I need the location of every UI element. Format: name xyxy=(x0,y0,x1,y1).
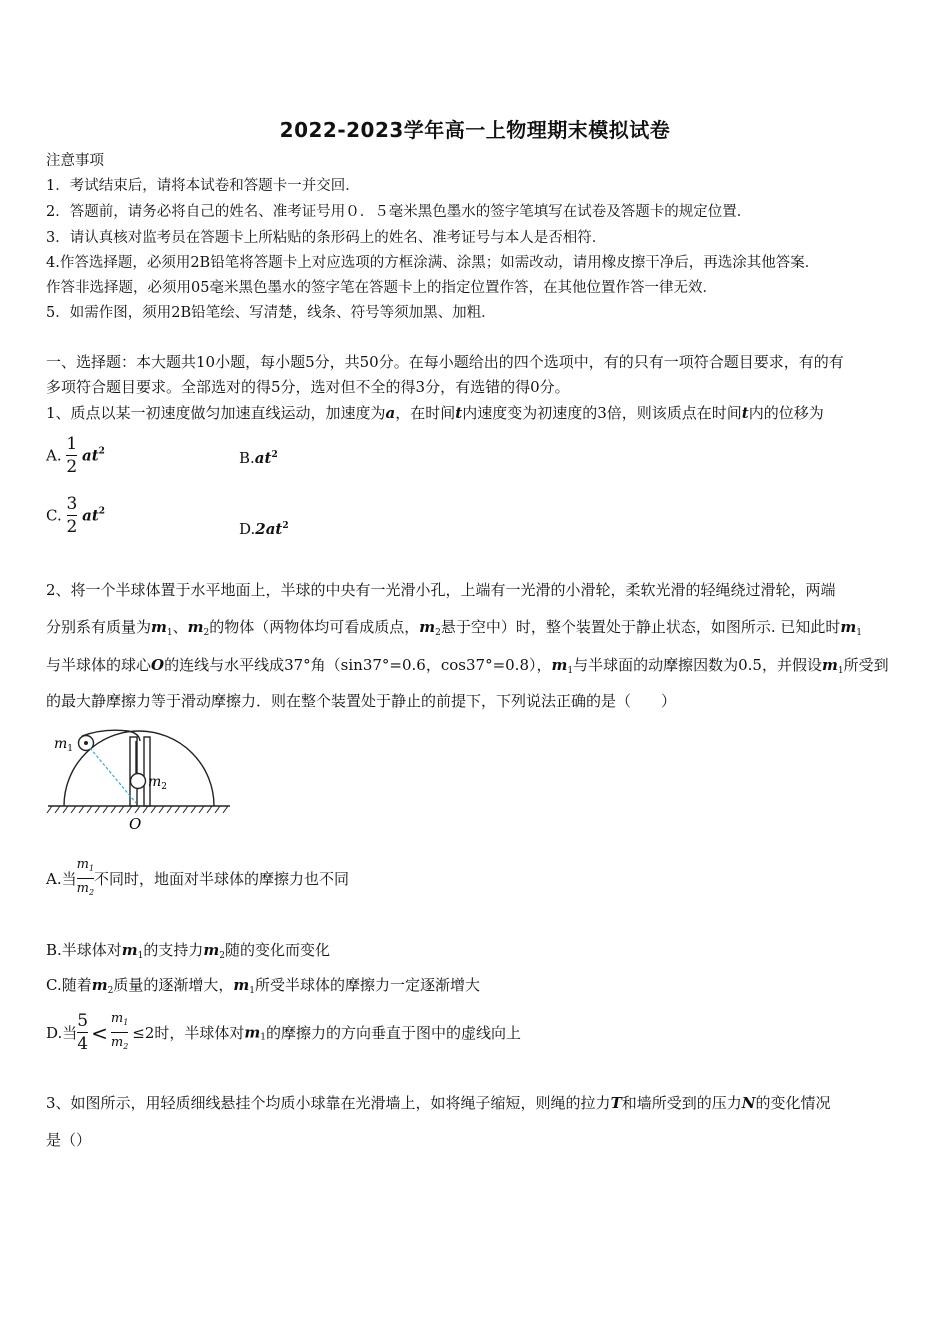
notice-heading: 注意事项 xyxy=(46,153,104,169)
notice-item-5: 5．如需作图，须用2B铅笔绘、写清楚，线条、符号等须加黑、加粗． xyxy=(46,305,496,321)
q2-option-c[interactable]: C.随着$m_2$质量的逐渐增大，$m_1$所受半球体的摩擦力一定逐渐增大 xyxy=(46,976,480,996)
mass-ratio-fraction: $\frac{m_1}{m_2}$ xyxy=(76,857,95,897)
hole-right-wall xyxy=(144,737,150,806)
notice-item-4-cont: 作答非选择题，必须用05毫米黑色墨水的签字笔在答题卡上的指定位置作答，在其他位置作答一律无效． xyxy=(46,280,717,296)
question-2-line2: 分别系有质量为$m_1$、$m_2$的物体（两物体均可看成质点，$m_2$悬于空中）时，整个装置处于静止状态，如图所示. 已知此时$m_1$ xyxy=(46,618,863,638)
q1-option-a[interactable]: A. $\frac{1}{2}$ $at^2$ xyxy=(46,434,105,477)
hemisphere-pulley-diagram xyxy=(44,725,234,835)
label-m2: $m_2$ xyxy=(148,774,168,792)
ground-hatching xyxy=(47,806,228,813)
question-2-line1: 2、将一个半球体置于水平地面上，半球的中央有一光滑小孔，上端有一光滑的小滑轮，柔软光滑的轻绳绕过滑轮，两端 xyxy=(46,581,836,599)
question-2-line4: 的最大静摩擦力等于滑动摩擦力．则在整个装置处于静止的前提下，下列说法正确的是（ ） xyxy=(46,692,677,710)
section-header-line2: 多项符合题目要求。全部选对的得5分，选对但不全的得3分，有选错的得0分。 xyxy=(46,378,570,396)
dashed-radius-line xyxy=(90,748,136,803)
mass-ratio-fraction: $\frac{m_1}{m_2}$ xyxy=(110,1011,129,1051)
q2-option-d[interactable]: D.当 $\frac{5}{4}$ < $\frac{m_1}{m_2}$ ≤2时，半球体对$m_1$的摩擦力的方向垂直于图中的虚线向上 xyxy=(46,1011,522,1054)
q1-option-d[interactable]: $D.2at^2$ xyxy=(239,520,289,538)
fraction: $\frac{3}{2}$ xyxy=(66,494,78,537)
question-3-line2: 是（） xyxy=(46,1131,92,1149)
question-3-line1: 3、如图所示，用轻质细线悬挂个均质小球靠在光滑墙上，如将绳子缩短，则绳的拉力T和墙所受到的压力N的变化情况 xyxy=(46,1094,831,1112)
label-m1: $m_1$ xyxy=(54,736,74,754)
notice-item-3: 3．请认真核对监考员在答题卡上所粘贴的条形码上的姓名、准考证号与本人是否相符． xyxy=(46,230,607,246)
q2-option-a[interactable]: A.当 $\frac{m_1}{m_2}$ 不同时，地面对半球体的摩擦力也不同 xyxy=(46,856,349,901)
label-O: O xyxy=(129,815,142,833)
notice-item-1: 1．考试结束后，请将本试卷和答题卡一并交回． xyxy=(46,178,360,194)
fraction: $\frac{5}{4}$ xyxy=(77,1011,89,1054)
q1-option-b[interactable]: $B.at^2$ xyxy=(239,449,278,467)
notice-item-2: 2．答题前，请务必将自己的姓名、准考证号用０．５毫米黑色墨水的签字笔填写在试卷及答题卡的规定位置． xyxy=(46,204,752,220)
notice-item-4: 4.作答选择题，必须用2B铅笔将答题卡上对应选项的方框涂满、涂黑；如需改动，请用橡皮擦干净后，再选涂其他答案． xyxy=(46,255,820,271)
q1-option-c[interactable]: C. $\frac{3}{2}$ $at^2$ xyxy=(46,494,106,537)
question-1-stem: 1、质点以某一初速度做匀加速直线运动，加速度为a，在时间t内速度变为初速度的3倍，则该质点在时间t内的位移为 xyxy=(46,404,824,422)
fraction: $\frac{1}{2}$ xyxy=(66,434,78,477)
page-title: 2022-2023学年高一上物理期末模拟试卷 xyxy=(279,118,671,142)
question-2-line3: 与半球体的球心O的连线与水平线成37°角（sin37°=0.6，cos37°=0.8），$m_1$与半球面的动摩擦因数为0.5，并假设$m_1$所受到 xyxy=(46,656,889,676)
q2-option-b[interactable]: B.半球体对$m_1$的支持力$m_2$随的变化而变化 xyxy=(46,941,331,961)
section-header-line1: 一、选择题：本大题共10小题，每小题5分，共50分。在每小题给出的四个选项中，有的只有一项符合题目要求，有的有 xyxy=(46,353,844,371)
mass-m2-ball xyxy=(131,774,146,789)
